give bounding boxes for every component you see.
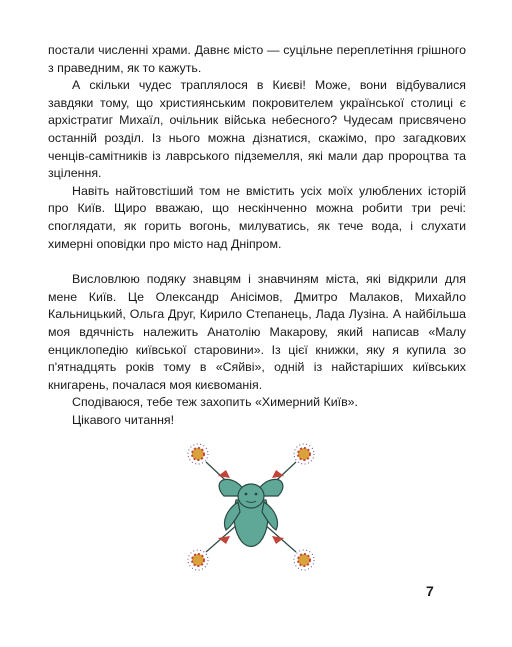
star-mace-icon [188,444,208,464]
paragraph-1: постали численні храми. Давнє місто — суцільне переплетіння грішного з праведним, як то кажуть. [48,43,466,75]
paragraph-acknowledgements: Висловлюю подяку знавцям і знавчиням міста, які відкрили для мене Київ. Це Олександр Анісімов, Дмитро Малаков, Михайло Кальницький, Ольга Друг, Кирило Степанець, Лада Лузіна. А найбільша моя вдячність належить Анатолію Макарову, який написав «Малу енциклопедію київської старовини». Із цієї книжки, яку я купила зо п'ятнадцять років тому в «Сяйві», одній із найстаріших київських книгарень, почалася моя києвоманія. [48,272,466,392]
star-mace-icon [188,550,208,570]
page-number: 7 [426,583,434,599]
main-text [48,42,466,429]
paragraph-hope: Сподіваюся, тебе теж захопить «Химерний Київ». [72,395,359,410]
star-mace-icon [294,444,314,464]
star-mace-icon [294,550,314,570]
angel-illustration-icon [176,430,326,580]
paragraph-closing: Цікавого читання! [72,412,175,427]
paragraph-3: Навіть найтовстіший том не вмістить усіх моїх улюблених історій про Київ. Щиро вважаю, що нескінченно можна робити три речі: споглядати, як горить вогонь, милуватись, як тече вода, і слухати химерні оповідки про місто над Дніпром. [48,183,466,251]
paragraph-2: А скільки чудес траплялося в Києві! Може, вони відбувалися завдяки тому, що християнським покровителем української столиці є архістратиг Михаїл, очільник війська небесного? Чудесам присвячено останній розділ. Із нього можна дізнатися, скажімо, про загадкових ченців-самітників із лаврського підземелля, які мали дар пророцтва та зцілення. [48,78,466,181]
